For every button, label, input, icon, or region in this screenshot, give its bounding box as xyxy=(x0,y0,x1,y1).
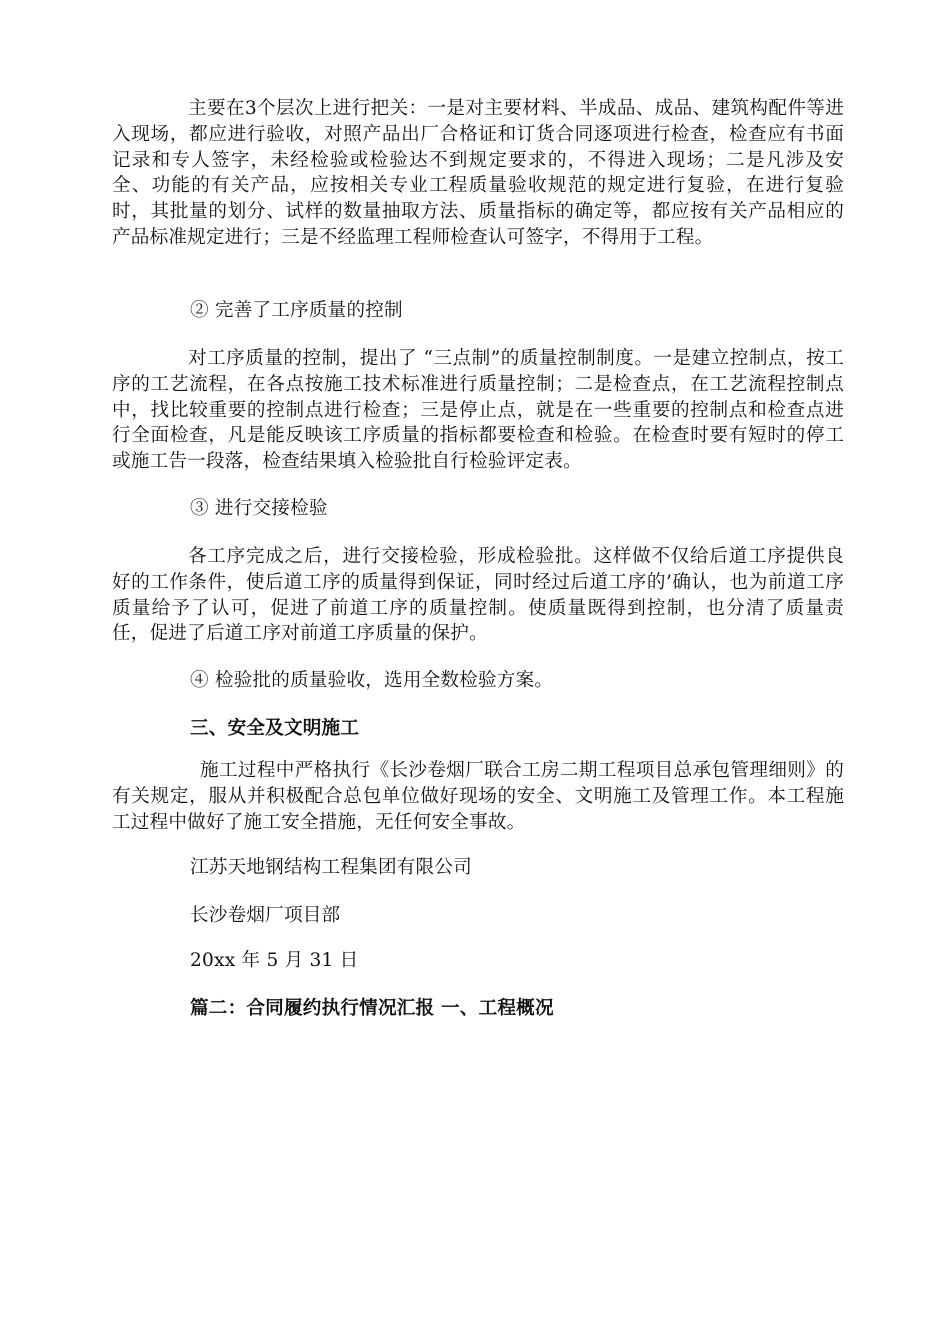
list-item-batch-acceptance: ④ 检验批的质量验收，选用全数检验方案。 xyxy=(190,670,554,691)
signature-date: 20xx 年 5 月 31 日 xyxy=(190,950,359,971)
signature-department: 长沙卷烟厂项目部 xyxy=(190,905,341,926)
signature-company-name: 江苏天地钢结构工程集团有限公司 xyxy=(190,857,472,878)
list-item-process-quality-control: ② 完善了工序质量的控制 xyxy=(190,300,403,321)
section-heading-safety: 三、安全及文明施工 xyxy=(190,718,360,739)
paragraph-safety-construction: 施工过程中严格执行《长沙卷烟厂联合工房二期工程项目总承包管理细则》的有关规定，服从并积极配合总包单位做好现场的安全、文明施工及管理工作。本工程施工过程中做好了施工安全措施，无任何安全事故。 xyxy=(112,760,844,833)
paragraph-material-inspection: 主要在3个层次上进行把关：一是对主要材料、半成品、成品、建筑构配件等进入现场，都应进行验收，对照产品出厂合格证和订货合同逐项进行检查，检查应有书面记录和专人签字，未经检验或检验达不到规定要求的，不得进入现场；二是凡涉及安全、功能的有关产品，应按相关专业工程质量验收规范的规定进行复验，在进行复验时，其批量的划分、试样的数量抽取方法、质量指标的确定等，都应按有关产品相应的产品标准规定进行；三是不经监理工程师检查认可签字，不得用于工程。 xyxy=(112,98,844,248)
next-section-title: 篇二：合同履约执行情况汇报 一、工程概况 xyxy=(190,998,554,1019)
paragraph-three-point-system: 对工序质量的控制，提出了 “三点制”的质量控制制度。一是建立控制点，按工序的工艺流程，在各点按施工技术标准进行质量控制；二是检查点，在工艺流程控制点中，找比较重要的控制点进行检查；三是停止点，就是在一些重要的控制点和检查点进行全面检查，凡是能反映该工序质量的指标都要检查和检验。在检查时要有短时的停工或施工告一段落，检查结果填入检验批自行检验评定表。 xyxy=(112,348,844,473)
list-item-handover-inspection: ③ 进行交接检验 xyxy=(190,498,328,519)
paragraph-handover-details: 各工序完成之后，进行交接检验，形成检验批。这样做不仅给后道工序提供良好的工作条件，使后道工序的质量得到保证，同时经过后道工序的’确认，也为前道工序质量给予了认可，促进了前道工序的质量控制。使质量既得到控制，也分清了质量责任，促进了后道工序对前道工序质量的保护。 xyxy=(112,546,844,645)
